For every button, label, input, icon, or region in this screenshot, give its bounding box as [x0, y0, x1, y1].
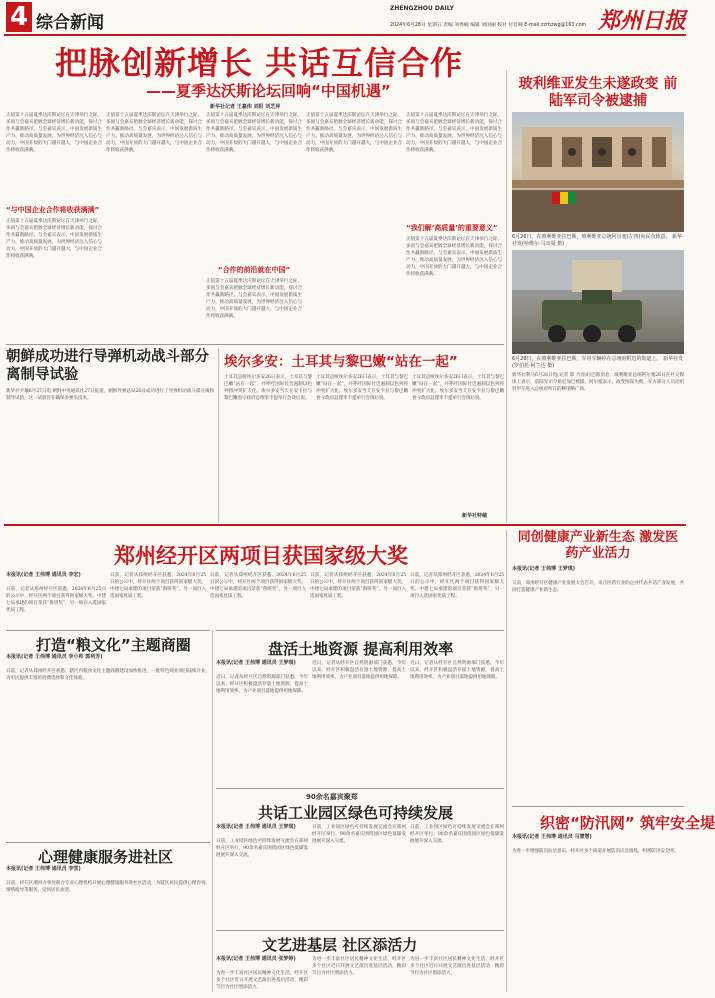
brand-en: ZHENGZHOU DAILY: [390, 5, 454, 12]
lead-col-3: [206, 112, 302, 340]
right-story-2-byline: 本报讯(记者 王伟博 通讯员 马慧慧): [512, 834, 592, 840]
left-divider: [212, 630, 213, 992]
side-body: 新华社利马6月26日电(记者 郎 乃淳)拉巴斯消息：玻利维亚总统阿尔塞26日在社交媒体上表示，前陆军司令祖尼加已被捕。阿尔塞表示，政变图谋失败，军方部分人员动用装甲车进入总统府所在的穆里略广场。: [512, 373, 684, 392]
feature-body-4: 日前，记者从郑州经开区获悉，2024年6月25日的公示中，经开区两个项目获得国家级大奖。中建七局承建的项目荣获“鲁班奖”，另一项目入选国家优质工程。: [310, 573, 406, 599]
lead-body-8: 正值第十五届夏季达沃斯论坛在天津举行之际，多国与会嘉宾把脉全球经济增长新动能，探讨合作共赢新路径。与会嘉宾表示，中国发展新质生产力、推动高质量发展，为世界经济注入信心与动力，中国开放的大门越开越大，与中国企业合作将收获满满。: [406, 237, 502, 277]
right-rule: [512, 806, 684, 807]
masthead-rule: [4, 34, 686, 36]
turkey-body-1: 土耳其总统埃尔多安26日表示，土耳其与黎巴嫩“站在一起”，并呼吁国际社会遏制以色列将冲突扩大化。埃尔多安当天在安卡拉与黎巴嫩看守政府总理米卡提举行会谈后说。: [224, 375, 312, 401]
lead-col-1: [6, 112, 102, 340]
center-story-2-body-2: 日前，工业园区绿色可持续发展交流会在郑州经开区举行，90余名嘉宾围绕园区绿色低碳发展展开深入交流。: [312, 825, 406, 844]
turkey-title: 埃尔多安：土耳其与黎巴嫩“站在一起”: [224, 354, 458, 370]
left-story-1-body: 日前，记者从郑州经开区获悉，辖区内粮食文化主题商圈建设加快推进，一批特色商业项目陆续开业，为市民提供丰富的消费选择和文化体验。: [6, 669, 210, 681]
lead-body-7: 正值第十五届夏季达沃斯论坛在天津举行之际，多国与会嘉宾把脉全球经济增长新动能，探讨合作共赢新路径。与会嘉宾表示，中国发展新质生产力、推动高质量发展，为世界经济注入信心与动力，中国开放的大门越开越大，与中国企业合作将收获满满。: [406, 113, 502, 153]
section-rule: [4, 524, 686, 526]
section-title: 综合新闻: [36, 13, 104, 33]
turkey-source: 新华社特稿: [462, 513, 488, 519]
photo-crowd-balcony: [512, 112, 684, 232]
center-story-1-title: 盘活土地资源 提高利用效率: [268, 640, 454, 658]
center-story-2-kicker: 90余名嘉宾聚郑: [306, 793, 358, 801]
lead-body-2: 正值第十五届夏季达沃斯论坛在天津举行之际，多国与会嘉宾把脉全球经济增长新动能，探讨合作共赢新路径。与会嘉宾表示，中国发展新质生产力、推动高质量发展，为世界经济注入信心与动力，中国开放的大门越开越大，与中国企业合作将收获满满。: [6, 219, 102, 259]
photo-armored-vehicle: [512, 250, 684, 354]
issue-info: 2024年6月28日 星期五 责编 刘秀楠 编辑 刘国丽 校对 付肖楠 E-mail:zzrbzwg@163.com: [390, 23, 587, 28]
lead-title: 把脉创新增长 共话互信合作: [55, 44, 464, 82]
lead-col-2: [106, 112, 202, 340]
center-story-2-title: 共话工业园区绿色可持续发展: [258, 804, 454, 822]
left-story-2-byline: 本报讯(记者 王伟博 通讯员 李雪): [6, 866, 81, 872]
right-divider: [506, 530, 507, 992]
center-rule-3: [216, 930, 504, 931]
lead-subhead-3: “我们解‘高质量’的重要意义”: [406, 224, 498, 232]
left-story-1-title: 打造“粮文化”主题商圈: [36, 636, 191, 654]
brand-logo: 郑州日报: [598, 8, 687, 34]
center-story-3-body-3: 为进一步丰富社区居民精神文化生活，经开区多个社区近日开展文艺演出进基层活动，精彩节目为社区增添活力。: [410, 957, 504, 976]
center-story-3-title: 文艺进基层 社区添活力: [262, 936, 418, 954]
left-rule-1: [6, 630, 210, 631]
left-story-1-byline: 本报讯(记者 王伟博 通讯员 李小帅 郭利芳): [6, 654, 103, 660]
lead-subhead-1: “与中国企业合作将收获满满”: [6, 206, 100, 214]
right-story-2-title: 织密“防汛网” 筑牢安全堤: [540, 814, 715, 832]
photo-caption-2: 6月26日，在玻利维亚拉巴斯，军用车辆停在总统府附近的街道上。 新华社发(罗伯托·阿兰达 摄): [512, 356, 684, 369]
center-rule-1: [216, 630, 504, 631]
center-story-3-body-2: 为进一步丰富社区居民精神文化生活，经开区多个社区近日开展文艺演出进基层活动，精彩节目为社区增添活力。: [312, 957, 406, 976]
feature-title: 郑州经开区两项目获国家级大奖: [114, 544, 408, 568]
left-rule-2: [6, 842, 210, 843]
center-story-3-body-1: 为进一步丰富社区居民精神文化生活，经开区多个社区近日开展文艺演出进基层活动，精彩节目为社区增添活力。: [216, 971, 308, 990]
lead-body-5: 正值第十五届夏季达沃斯论坛在天津举行之际，多国与会嘉宾把脉全球经济增长新动能，探讨合作共赢新路径。与会嘉宾表示，中国发展新质生产力、推动高质量发展，为世界经济注入信心与动力，中国开放的大门越开越大，与中国企业合作将收获满满。: [206, 279, 302, 319]
feature-body-3: 日前，记者从郑州经开区获悉，2024年6月25日的公示中，经开区两个项目获得国家级大奖。中建七局承建的项目荣获“鲁班奖”，另一项目入选国家优质工程。: [210, 573, 306, 599]
center-story-2-byline: 本报讯(记者 王伟博 通讯员 王梦琪): [216, 824, 296, 830]
lead-col-4: [306, 112, 402, 340]
photo-caption-1: 6月26日，在玻利维亚拉巴斯，玻利维亚总统阿尔塞(左四)向民众致意。 新华社发(哈维尔·马耳曼 摄): [512, 234, 683, 247]
lead-col-5: [406, 112, 502, 340]
center-story-2-body-3: 日前，工业园区绿色可持续发展交流会在郑州经开区举行，90余名嘉宾围绕园区绿色低碳发展展开深入交流。: [410, 825, 504, 844]
side-title: 玻利维亚发生未遂政变 前陆军司令被逮捕: [518, 76, 678, 109]
lead-subtitle: ——夏季达沃斯论坛回响“中国机遇”: [146, 82, 391, 100]
mid-divider: [218, 348, 219, 522]
center-rule-2: [216, 788, 504, 789]
lead-body-6: 正值第十五届夏季达沃斯论坛在天津举行之际，多国与会嘉宾把脉全球经济增长新动能，探讨合作共赢新路径。与会嘉宾表示，中国发展新质生产力、推动高质量发展，为世界经济注入信心与动力，中国开放的大门越开越大，与中国企业合作将收获满满。: [306, 113, 402, 153]
center-story-1-body-2: 近日，记者从经开区自然资源部门获悉，今年以来，经开区积极盘活存量土地资源，提高土地利用效率，为产业项目落地提供用地保障。: [312, 661, 406, 680]
korea-body: 新华社平壤6月27日电 朝鲜中央通讯社27日报道，朝鲜导弹总局26日成功进行了导弹机动战斗部分离和制导试验，这一试验旨在确保多弹头技术。: [6, 389, 214, 401]
right-story-1-byline: 本报讯(记者 王伟博 王梦琪): [512, 566, 576, 572]
right-story-1-title: 同创健康产业新生态 激发医药产业活力: [517, 530, 679, 561]
center-story-3-byline: 本报讯(记者 王伟博 通讯员 张梦婷): [216, 956, 296, 962]
feature-byline: 本报讯(记者 王伟博 通讯员 李宏): [6, 572, 81, 578]
feature-body-1: 日前，记者从郑州经开区获悉，2024年6月25日的公示中，经开区两个项目获得国家级大奖。中建七局承建的项目荣获“鲁班奖”，另一项目入选国家优质工程。: [6, 587, 106, 613]
left-story-2-title: 心理健康服务进社区: [38, 848, 174, 866]
center-story-2-body-1: 日前，工业园区绿色可持续发展交流会在郑州经开区举行，90余名嘉宾围绕园区绿色低碳发展展开深入交流。: [216, 839, 308, 858]
column-divider: [506, 70, 507, 522]
page-number: 4: [6, 2, 32, 32]
left-story-2-body: 日前，经开区潮河办事处联合专业心理机构开展心理健康服务进社区活动，为辖区居民提供心理咨询、情绪疏导等服务，受到居民欢迎。: [6, 881, 210, 893]
center-story-1-byline: 本报讯(记者 王伟博 通讯员 王梦琪): [216, 660, 296, 666]
lead-byline: 新华社记者 王嘉伟 刘阳 刘芝萍: [210, 104, 281, 110]
turkey-body-2: 土耳其总统埃尔多安26日表示，土耳其与黎巴嫩“站在一起”，并呼吁国际社会遏制以色列将冲突扩大化。埃尔多安当天在安卡拉与黎巴嫩看守政府总理米卡提举行会谈后说。: [316, 375, 408, 401]
lead-body-3: 正值第十五届夏季达沃斯论坛在天津举行之际，多国与会嘉宾把脉全球经济增长新动能，探讨合作共赢新路径。与会嘉宾表示，中国发展新质生产力、推动高质量发展，为世界经济注入信心与动力，中国开放的大门越开越大，与中国企业合作将收获满满。: [106, 113, 202, 153]
korea-title: 朝鲜成功进行导弹机动战斗部分离制导试验: [6, 349, 209, 383]
feature-body-5: 日前，记者从郑州经开区获悉，2024年6月25日的公示中，经开区两个项目获得国家级大奖。中建七局承建的项目荣获“鲁班奖”，另一项目入选国家优质工程。: [410, 573, 504, 599]
lead-subhead-2: “合作的前沿就在中国”: [217, 266, 291, 274]
right-story-2-body: 为进一步增强防汛抗旱意识，经开区多个街道开展防汛应急演练，织密防汛安全网。: [512, 849, 679, 854]
feature-body-2: 日前，记者从郑州经开区获悉，2024年6月25日的公示中，经开区两个项目获得国家级大奖。中建七局承建的项目荣获“鲁班奖”，另一项目入选国家优质工程。: [110, 573, 206, 599]
divider-mid: [6, 344, 504, 345]
center-story-1-body-3: 近日，记者从经开区自然资源部门获悉，今年以来，经开区积极盘活存量土地资源，提高土地利用效率，为产业项目落地提供用地保障。: [410, 661, 504, 680]
center-story-1-body-1: 近日，记者从经开区自然资源部门获悉，今年以来，经开区积极盘活存量土地资源，提高土地利用效率，为产业项目落地提供用地保障。: [216, 675, 308, 694]
lead-body: 正值第十五届夏季达沃斯论坛在天津举行之际，多国与会嘉宾把脉全球经济增长新动能，探讨合作共赢新路径。与会嘉宾表示，中国发展新质生产力、推动高质量发展，为世界经济注入信心与动力，中国开放的大门越开越大，与中国企业合作将收获满满。: [6, 113, 102, 153]
right-story-1-body: 日前，郑州经开区健康产业发展大会召开，来自医药行业的企业代表共话产业发展，共同打造健康产业新生态。: [512, 581, 684, 593]
turkey-body-3: 土耳其总统埃尔多安26日表示，土耳其与黎巴嫩“站在一起”，并呼吁国际社会遏制以色列将冲突扩大化。埃尔多安当天在安卡拉与黎巴嫩看守政府总理米卡提举行会谈后说。: [412, 375, 504, 401]
lead-body-4: 正值第十五届夏季达沃斯论坛在天津举行之际，多国与会嘉宾把脉全球经济增长新动能，探讨合作共赢新路径。与会嘉宾表示，中国发展新质生产力、推动高质量发展，为世界经济注入信心与动力，中国开放的大门越开越大，与中国企业合作将收获满满。: [206, 113, 302, 153]
